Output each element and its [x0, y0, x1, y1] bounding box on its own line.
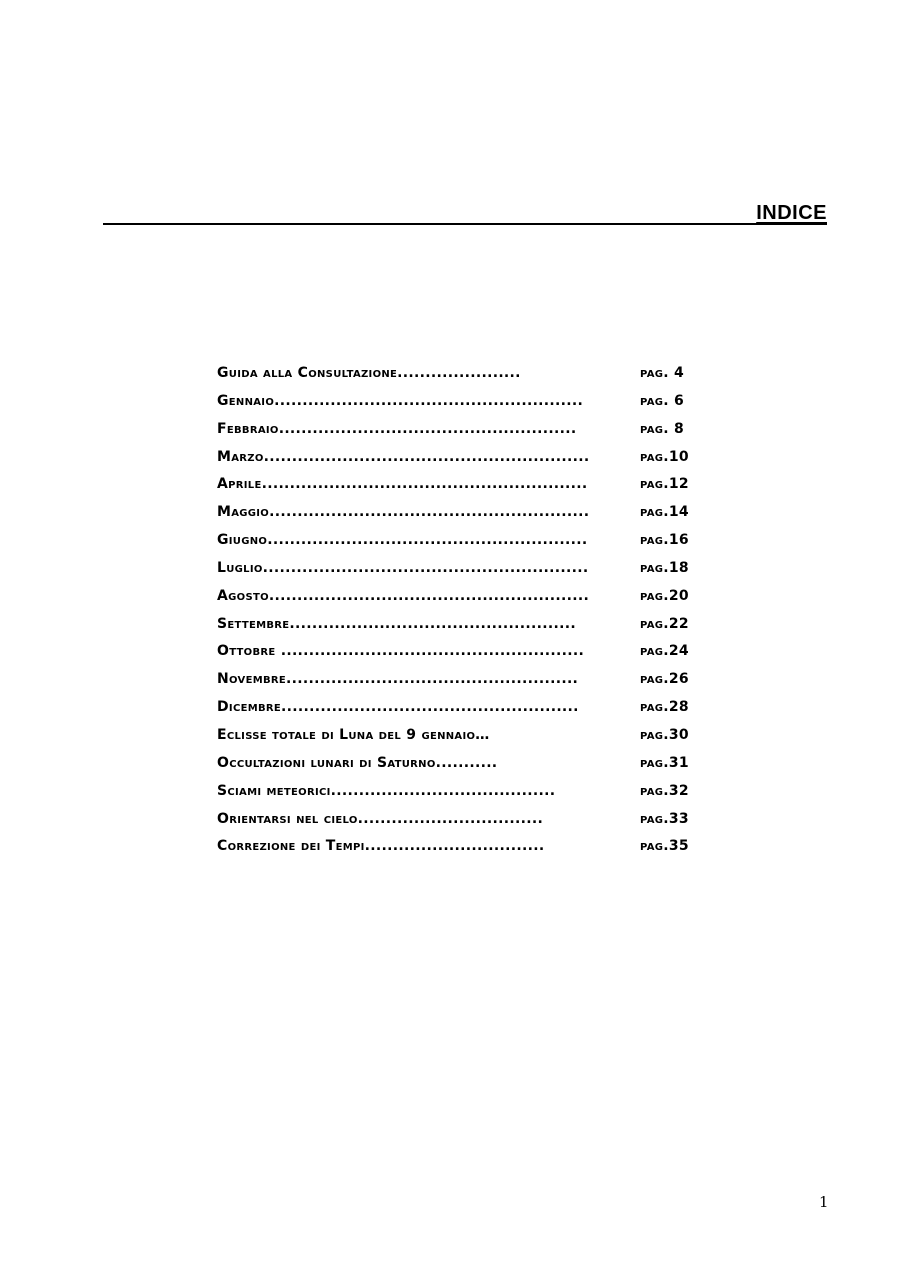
toc-entry — [217, 751, 717, 779]
toc-entry-title: Maggio......................................................... — [217, 504, 590, 521]
toc-entry-title: Settembre................................................... — [217, 615, 576, 632]
toc-entry-title: Dicembre..................................................... — [217, 699, 579, 716]
toc-entry — [217, 472, 717, 500]
toc-entry-page: pag. 8 — [640, 420, 685, 437]
index-header — [103, 200, 827, 225]
toc-entry-page: pag.14 — [640, 504, 689, 521]
table-of-contents — [217, 361, 717, 862]
toc-entry — [217, 779, 717, 807]
toc-entry — [217, 834, 717, 862]
toc-entry-page: pag.31 — [640, 754, 689, 771]
toc-entry — [217, 584, 717, 612]
toc-entry-title: Marzo.......................................................... — [217, 448, 590, 465]
toc-entry-page: pag.20 — [640, 587, 689, 604]
toc-entry — [217, 528, 717, 556]
toc-entry-page: pag.18 — [640, 559, 689, 576]
toc-entry-title: Guida alla Consultazione...................... — [217, 365, 521, 381]
toc-entry-title: Ottobre ...................................................... — [217, 643, 585, 660]
toc-entry — [217, 807, 717, 835]
toc-entry-page: pag.33 — [640, 810, 689, 827]
toc-entry-page: pag. 6 — [640, 392, 685, 409]
toc-entry-page: pag.26 — [640, 671, 689, 688]
toc-entry-title: Sciami meteorici........................................ — [217, 782, 556, 799]
toc-entry-title: Luglio.......................................................... — [217, 559, 589, 576]
toc-entry — [217, 361, 717, 389]
toc-entry-title: Giugno......................................................... — [217, 532, 588, 549]
toc-entry-page: pag. 4 — [640, 365, 685, 381]
toc-entry — [217, 695, 717, 723]
toc-entry — [217, 417, 717, 445]
page-number: 1 — [819, 1193, 829, 1211]
toc-entry-title: Eclisse totale di Luna del 9 gennaio… — [217, 726, 490, 743]
toc-entry — [217, 389, 717, 417]
toc-entry-page: pag.30 — [640, 726, 689, 743]
toc-entry-title: Correzione dei Tempi................................ — [217, 838, 545, 855]
toc-entry-page: pag.35 — [640, 838, 689, 855]
toc-entry-page: pag.32 — [640, 782, 689, 799]
toc-entry — [217, 556, 717, 584]
toc-entry — [217, 667, 717, 695]
toc-entry-title: Aprile.......................................................... — [217, 476, 588, 493]
toc-entry — [217, 445, 717, 473]
toc-entry-page: pag.16 — [640, 532, 689, 549]
toc-entry-title: Novembre.................................................... — [217, 671, 579, 688]
toc-entry-page: pag.24 — [640, 643, 689, 660]
toc-entry — [217, 639, 717, 667]
toc-entry-title: Gennaio....................................................... — [217, 392, 584, 409]
toc-entry-page: pag.10 — [640, 448, 689, 465]
toc-entry — [217, 723, 717, 751]
toc-entry-page: pag.22 — [640, 615, 689, 632]
toc-entry-title: Occultazioni lunari di Saturno........... — [217, 754, 498, 771]
toc-entry-title: Orientarsi nel cielo................................. — [217, 810, 544, 827]
toc-entry-title: Agosto......................................................... — [217, 587, 590, 604]
toc-entry — [217, 500, 717, 528]
toc-entry-page: pag.12 — [640, 476, 689, 493]
toc-entry-title: Febbraio..................................................... — [217, 420, 577, 437]
page-title: INDICE — [756, 202, 827, 224]
toc-entry-page: pag.28 — [640, 699, 689, 716]
toc-entry — [217, 612, 717, 640]
